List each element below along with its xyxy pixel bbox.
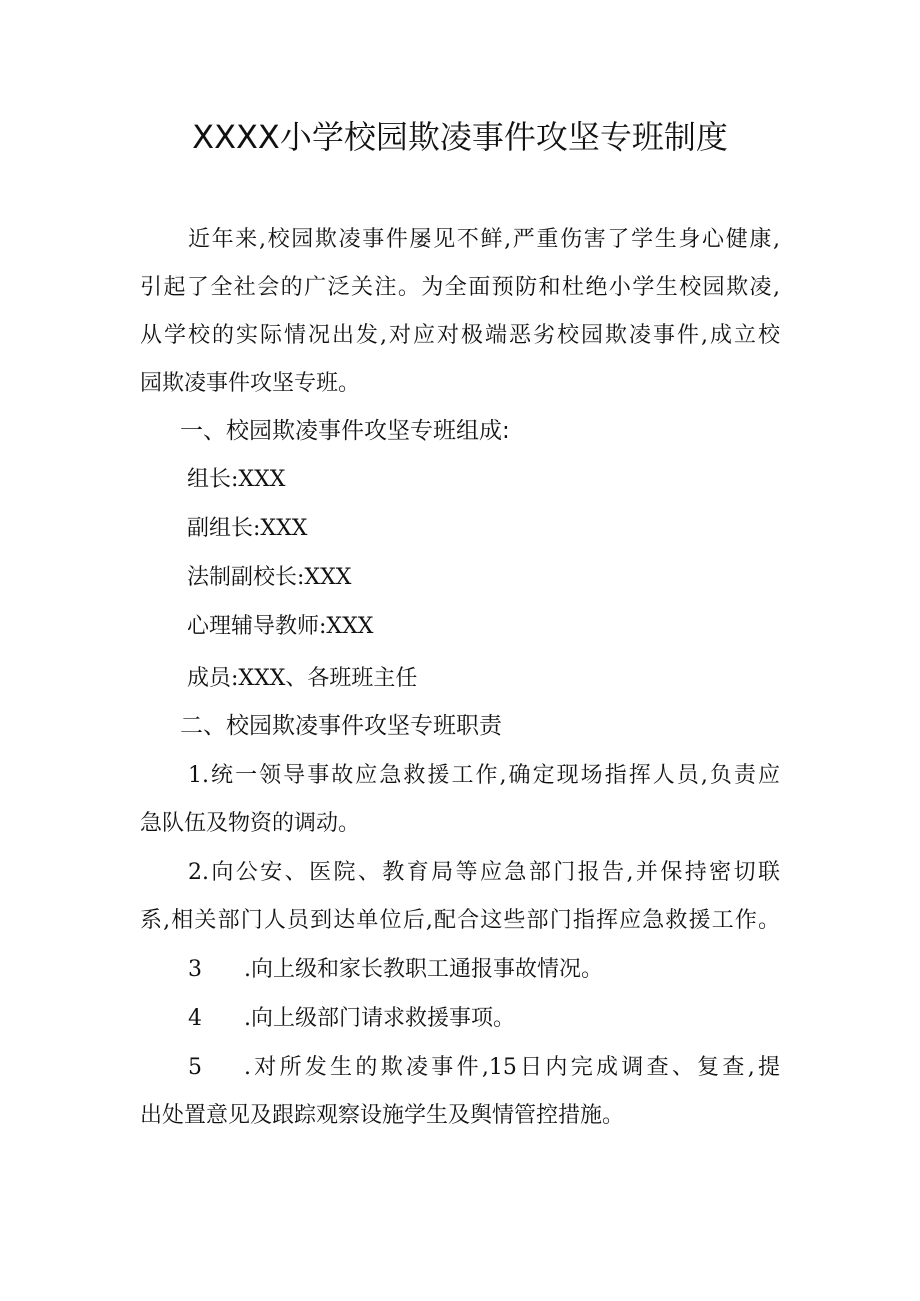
duty5-number: 5 xyxy=(188,1055,202,1080)
document-title: XXXX小学校园欺凌事件攻坚专班制度 xyxy=(192,118,728,156)
duty4-text: .向上级部门请求救援事项。 xyxy=(244,1006,515,1031)
member-others: 成员:XXX、各班班主任 xyxy=(187,666,418,691)
section2-heading: 二、校园欺凌事件攻坚专班职责 xyxy=(180,713,502,739)
duty5-line-1 xyxy=(188,1052,780,1084)
duty3-line xyxy=(188,954,603,986)
duty3-text: .向上级和家长教职工通报事故情况。 xyxy=(244,957,603,982)
intro-line-3: 从学校的实际情况出发,对应对极端恶劣校园欺凌事件,成立校 xyxy=(140,323,780,348)
section1-heading: 一、校园欺凌事件攻坚专班组成: xyxy=(180,418,510,444)
intro-line-2: 引起了全社会的广泛关注。为全面预防和杜绝小学生校园欺凌, xyxy=(140,275,780,300)
duty3-number: 3 xyxy=(188,957,202,982)
member-leader: 组长:XXX xyxy=(187,467,286,492)
member-counselor: 心理辅导教师:XXX xyxy=(187,614,374,639)
duty5-line-2: 出处置意见及跟踪观察设施学生及舆情管控措施。 xyxy=(140,1103,625,1128)
member-legal-vice-principal: 法制副校长:XXX xyxy=(187,565,352,590)
duty5-text: .对所发生的欺凌事件,15日内完成调查、复查,提 xyxy=(244,1055,780,1080)
intro-line-1: 近年来,校园欺凌事件屡见不鲜,严重伤害了学生身心健康, xyxy=(188,227,780,252)
duty2-line-2: 系,相关部门人员到达单位后,配合这些部门指挥应急救援工作。 xyxy=(140,908,780,933)
duty4-number: 4 xyxy=(188,1006,202,1031)
intro-line-4: 园欺凌事件攻坚专班。 xyxy=(140,371,361,396)
duty1-line-1: 1.统一领导事故应急救援工作,确定现场指挥人员,负责应 xyxy=(188,763,780,788)
duty1-line-2: 急队伍及物资的调动。 xyxy=(140,811,361,836)
duty2-line-1: 2.向公安、医院、教育局等应急部门报告,并保持密切联 xyxy=(188,860,780,885)
member-deputy-leader: 副组长:XXX xyxy=(187,516,308,541)
duty4-line xyxy=(188,1003,515,1035)
